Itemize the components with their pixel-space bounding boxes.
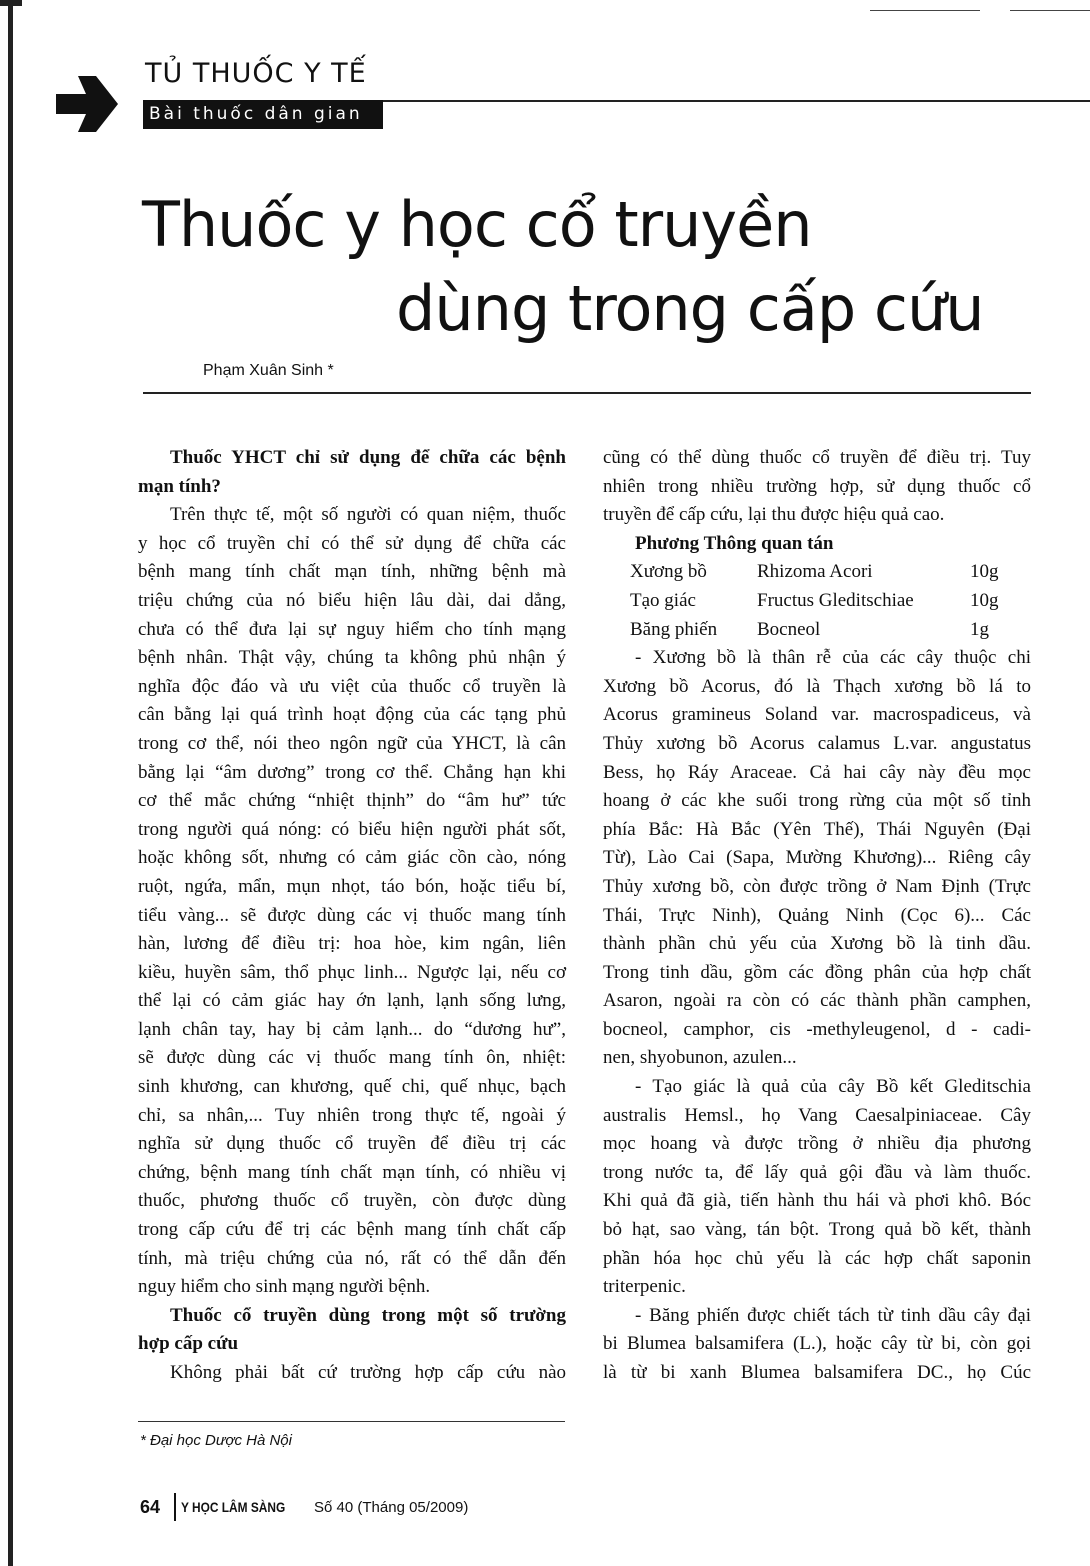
latin-name: Fructus Gleditschiae: [757, 589, 914, 611]
paragraph-line: bỏ hạt, sao vàng, tán bột. Trong quả bồ kết, thành: [603, 1219, 1031, 1241]
paragraph-line: Thủy xương bồ, còn được trồng ở Nam Định (Trực: [603, 875, 1031, 897]
paragraph-line: sinh khương, can khương, quế chi, quế nhục, bạch: [138, 1076, 566, 1098]
paragraph-line: chỉ, sa nhân,... Tuy nhiên trong thực tế, ngoài ý: [138, 1104, 566, 1126]
paragraph-line: bệnh nhân. Thật vậy, chúng ta không phủ nhận ý: [138, 647, 566, 669]
paragraph-line: Khi quả đã già, tiến hành thu hái và phơi khô. Bóc: [603, 1190, 1031, 1212]
scan-mark: [870, 10, 980, 11]
paragraph-line: cơ thể mắc chứng “nhiệt thịnh” do “âm hư” tức: [138, 790, 566, 812]
issue-info: Số 40 (Tháng 05/2009): [314, 1498, 469, 1516]
paragraph-line: sẽ được dùng các vị thuốc mang tính ôn, nhiệt:: [138, 1047, 566, 1069]
paragraph-line: nen, shyobunon, azulen...: [603, 1047, 797, 1069]
paragraph-line: phần hóa học chủ yếu là các hợp chất saponin: [603, 1247, 1031, 1269]
paragraph-line: kiều, huyền sâm, thổ phục linh... Ngược lại, nếu cơ: [138, 961, 566, 983]
paragraph-line: thành phần chủ yếu của Xương bồ là tinh dầu.: [603, 933, 1031, 955]
paragraph-line: bằng lại “âm dương” trong cơ thể. Chẳng hạn khi: [138, 761, 566, 783]
dose: 1g: [970, 618, 989, 640]
footer-divider: [174, 1493, 176, 1521]
paragraph-line: cũng có thể dùng thuốc cổ truyền để điều trị. Tuy: [603, 447, 1031, 468]
ingredient-row: [603, 587, 1031, 616]
paragraph-line: Trên thực tế, một số người có quan niệm, thuốc: [170, 504, 566, 526]
paragraph-line: là từ bi xanh Blumea balsamifera DC., họ Cúc: [603, 1362, 1031, 1383]
paragraph-line: nghĩa độc đáo và ưu việt của thuốc cổ truyền là: [138, 675, 566, 697]
paragraph-line: Acorus gramineus Soland var. macrospadiceus, và: [603, 704, 1031, 726]
author: Phạm Xuân Sinh *: [203, 362, 334, 379]
paragraph-line: ruột, ngứa, mẩn, mụn nhọt, táo bón, hoặc tiểu bí,: [138, 875, 566, 897]
title-rule: [143, 392, 1031, 394]
paragraph-line: tính, mà triệu chứng của nó, rất có thể dẫn đến: [138, 1247, 566, 1269]
paragraph-line: trong người quá nóng: có biểu hiện người phát sốt,: [138, 818, 566, 840]
paragraph-line: Xương bồ Acorus, đó là Thạch xương bồ lá to: [603, 675, 1031, 697]
paragraph-line: tiểu vàng... sẽ được dùng các vị thuốc mang tính: [138, 904, 566, 926]
paragraph-line: Thái, Trực Ninh), Quảng Ninh (Cọc 6)... Các: [603, 904, 1031, 926]
dose: 10g: [970, 589, 999, 611]
ingredient-row: [603, 558, 1031, 587]
latin-name: Rhizoma Acori: [757, 561, 873, 583]
paragraph-line: lạnh chân tay, hay bị cảm lạnh... do “dương hư”,: [138, 1018, 566, 1040]
scan-mark: [1010, 10, 1090, 11]
column-left: [138, 444, 566, 1388]
paragraph-line: - Xương bồ là thân rễ của các cây thuộc chi: [635, 647, 1031, 669]
section-title: TỦ THUỐC Y TẾ: [145, 58, 367, 89]
paragraph-line: australis Hemsl., họ Vang Caesalpiniaceae. Cây: [603, 1104, 1031, 1126]
paragraph-line: chưa có thể đưa lại sự nguy hiểm cho tính mạng: [138, 618, 566, 640]
paragraph-line: Trong tinh dầu, gồm các đồng phân của hợp chất: [603, 961, 1031, 983]
paragraph-line: hàn, lương để điều trị: hoa hòe, kim ngân, liên: [138, 933, 566, 955]
paragraph-line: truyền để cấp cứu, lại thu được hiệu quả cao.: [603, 504, 945, 526]
section-heading-line: Phương Thông quan tán: [635, 532, 834, 554]
paragraph-line: - Tạo giác là quả của cây Bồ kết Gleditschia: [635, 1076, 1031, 1098]
journal-name: Y HỌC LÂM SÀNG: [181, 1499, 286, 1515]
header-rule: [383, 100, 1090, 102]
ingredient-name: Tạo giác: [630, 589, 696, 611]
paragraph-line: bocneol, camphor, cis -methyleugenol, d - cadi-: [603, 1018, 1031, 1040]
paragraph-line: nghĩa sử dụng thuốc cổ truyền để điều trị các: [138, 1133, 566, 1155]
paragraph-line: Không phải bất cứ trường hợp cấp cứu nào: [170, 1362, 566, 1383]
scan-edge: [8, 0, 13, 1566]
paragraph-line: hoang ở các khe suối trong rừng của một số tỉnh: [603, 790, 1031, 812]
latin-name: Bocneol: [757, 618, 821, 640]
paragraph-line: thể lại có cảm giác hay ớn lạnh, lạnh sống lưng,: [138, 990, 566, 1012]
section-heading-line: mạn tính?: [138, 475, 221, 497]
paragraph-line: thuốc, phương thuốc cổ truyền, còn được dùng: [138, 1190, 566, 1212]
dose: 10g: [970, 561, 999, 583]
ingredient-row: [603, 616, 1031, 645]
paragraph-line: trong cấp cứu để trị các bệnh mang tính chất cấp: [138, 1219, 566, 1241]
section-label: Bài thuốc dân gian: [143, 100, 383, 129]
ingredient-name: Băng phiến: [630, 618, 718, 640]
paragraph-line: hoặc không sốt, nhưng có cảm giác cồn cào, nóng: [138, 847, 566, 869]
section-heading-line: hợp cấp cứu: [138, 1333, 239, 1355]
paragraph-line: y học cổ truyền chỉ có thể sử dụng để chữa các: [138, 532, 566, 554]
paragraph-line: Từ), Lào Cai (Sapa, Mường Khương)... Riêng cây: [603, 847, 1031, 869]
article-title-line1: Thuốc y học cổ truyền: [142, 188, 812, 261]
paragraph-line: triệu chứng của nó biểu hiện lâu dài, dai dẳng,: [138, 589, 566, 611]
paragraph-line: Thủy xương bồ Acorus calamus L.var. angustatus: [603, 732, 1031, 754]
section-heading-line: Thuốc YHCT chỉ sử dụng để chữa các bệnh: [170, 447, 566, 468]
footnote: * Đại học Dược Hà Nội: [140, 1432, 292, 1449]
column-right: [603, 444, 1031, 1388]
page-number: 64: [140, 1496, 161, 1517]
ingredient-name: Xương bồ: [630, 561, 707, 583]
paragraph-line: cân bằng lại quá trình hoạt động của các tạng phủ: [138, 704, 566, 726]
paragraph-line: nguy hiểm cho sinh mạng người bệnh.: [138, 1276, 431, 1298]
paragraph-line: bi Blumea balsamifera (L.), hoặc cây từ bi, còn gọi: [603, 1333, 1031, 1355]
paragraph-line: - Băng phiến được chiết tách từ tinh dầu cây đại: [635, 1304, 1031, 1326]
scan-edge-top: [0, 0, 22, 6]
paragraph-line: bệnh mang tính chất mạn tính, những bệnh mà: [138, 561, 566, 583]
article-title-line2: dùng trong cấp cứu: [396, 272, 984, 345]
arrow-right-icon: [56, 76, 118, 132]
paragraph-line: phía Bắc: Hà Bắc (Yên Thế), Thái Nguyên (Đại: [603, 818, 1031, 840]
paragraph-line: chứng, bệnh mang tính chất mạn tính, có nhiều vị: [138, 1161, 566, 1183]
paragraph-line: trong cơ thể, nói theo ngôn ngữ của YHCT, là cân: [138, 732, 566, 754]
paragraph-line: triterpenic.: [603, 1276, 686, 1298]
section-heading-line: Thuốc cổ truyền dùng trong một số trường: [170, 1304, 566, 1326]
footnote-rule: [138, 1421, 565, 1422]
paragraph-line: Asaron, ngoài ra còn có các thành phần camphen,: [603, 990, 1031, 1012]
page-footer: [140, 1493, 468, 1521]
paragraph-line: trong nước ta, để lấy quả gội đầu và làm thuốc.: [603, 1161, 1031, 1183]
paragraph-line: Bess, họ Ráy Araceae. Cả hai cây này đều mọc: [603, 761, 1031, 783]
paragraph-line: nhiên trong nhiều trường hợp, sử dụng thuốc cổ: [603, 475, 1031, 497]
paragraph-line: mọc hoang và được trồng ở nhiều địa phương: [603, 1133, 1031, 1155]
